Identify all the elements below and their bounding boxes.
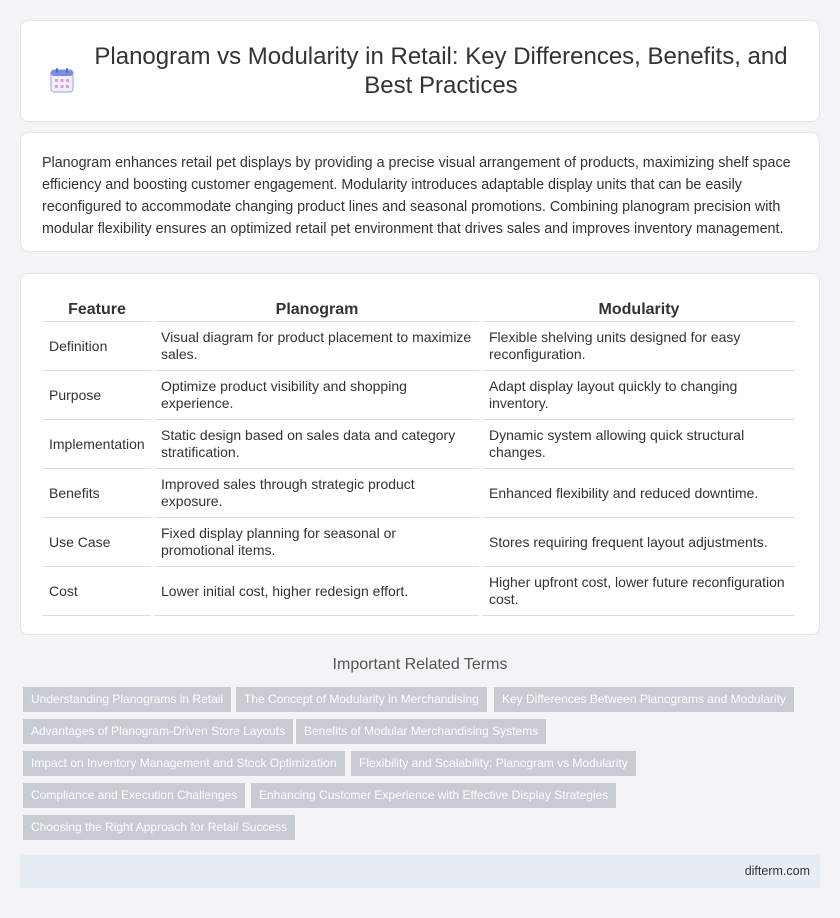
related-term-tag[interactable]: Enhancing Customer Experience with Effective Display Strategies	[251, 783, 616, 808]
title-card	[20, 20, 820, 122]
row-feature: Implementation	[43, 420, 151, 469]
row-modularity: Flexible shelving units designed for easy reconfiguration.	[483, 322, 795, 371]
header-feature: Feature	[43, 294, 151, 322]
row-planogram: Optimize product visibility and shopping experience.	[155, 371, 479, 420]
table-row	[43, 322, 795, 371]
comparison-table-card	[20, 273, 820, 635]
related-term-tag[interactable]: Flexibility and Scalability: Planogram vs Modularity	[351, 751, 636, 776]
row-planogram: Lower initial cost, higher redesign effort.	[155, 567, 479, 616]
comparison-table	[39, 294, 799, 616]
calendar-grid-icon	[50, 67, 74, 93]
related-term-tag[interactable]: Compliance and Execution Challenges	[23, 783, 245, 808]
related-term-tag[interactable]: Choosing the Right Approach for Retail Success	[23, 815, 295, 840]
row-planogram: Visual diagram for product placement to maximize sales.	[155, 322, 479, 371]
row-feature: Definition	[43, 322, 151, 371]
related-term-tag[interactable]: Key Differences Between Planograms and Modularity	[494, 687, 794, 712]
row-planogram: Fixed display planning for seasonal or promotional items.	[155, 518, 479, 567]
row-feature: Use Case	[43, 518, 151, 567]
related-term-tag[interactable]: Advantages of Planogram-Driven Store Layouts	[23, 719, 293, 744]
table-row	[43, 371, 795, 420]
related-terms-heading: Important Related Terms	[332, 656, 508, 673]
related-term-tag[interactable]: Impact on Inventory Management and Stock Optimization	[23, 751, 345, 776]
footer	[20, 855, 820, 888]
table-row	[43, 567, 795, 616]
row-modularity: Higher upfront cost, lower future reconfiguration cost.	[483, 567, 795, 616]
row-modularity: Dynamic system allowing quick structural changes.	[483, 420, 795, 469]
header-planogram: Planogram	[155, 294, 479, 322]
row-feature: Cost	[43, 567, 151, 616]
row-feature: Benefits	[43, 469, 151, 518]
table-row	[43, 420, 795, 469]
site-link[interactable]: difterm.com	[744, 864, 810, 878]
related-term-tag[interactable]: The Concept of Modularity in Merchandising	[236, 687, 487, 712]
row-planogram: Improved sales through strategic product exposure.	[155, 469, 479, 518]
page-title: Planogram vs Modularity in Retail: Key Differences, Benefits, and Best Practices	[94, 43, 788, 99]
row-modularity: Enhanced flexibility and reduced downtime.	[483, 469, 795, 518]
header-modularity: Modularity	[483, 294, 795, 322]
table-row	[43, 518, 795, 567]
table-header-row	[43, 294, 795, 322]
table-row	[43, 469, 795, 518]
row-feature: Purpose	[43, 371, 151, 420]
related-term-tag[interactable]: Understanding Planograms in Retail	[23, 687, 231, 712]
intro-card	[20, 132, 820, 252]
row-modularity: Stores requiring frequent layout adjustments.	[483, 518, 795, 567]
row-modularity: Adapt display layout quickly to changing inventory.	[483, 371, 795, 420]
related-term-tag[interactable]: Benefits of Modular Merchandising Systems	[296, 719, 546, 744]
intro-paragraph: Planogram enhances retail pet displays by providing a precise visual arrangement of products, maximizing shelf space efficiency and boosting customer engagement. Modularity introduces adaptable display units that can be easily reconfigured to accommodate changing product lines and seasonal promotions. Combining planogram precision with modular flexibility ensures an optimized retail pet environment that drives sales and improves inventory management.	[42, 155, 791, 237]
row-planogram: Static design based on sales data and category stratification.	[155, 420, 479, 469]
